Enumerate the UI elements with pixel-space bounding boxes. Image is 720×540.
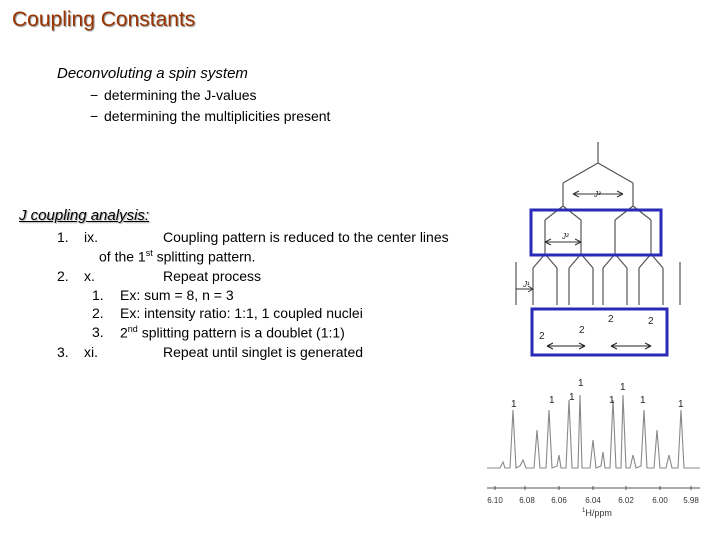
intensity-label: 2 (539, 331, 545, 342)
jcoupling-heading: J coupling analysis: (19, 207, 150, 224)
sublist-text: Ex: intensity ratio: 1:1, 1 coupled nuclei (120, 305, 363, 321)
list-number: 3. (57, 344, 69, 360)
list-number: 2. (57, 268, 69, 284)
tick-label: 6.06 (551, 496, 567, 505)
superscript: st (145, 248, 153, 258)
tick-label: 5.98 (683, 496, 699, 505)
intensity-label: 2 (648, 316, 654, 327)
tick-label: 6.04 (585, 496, 601, 505)
ppm-tick-labels (487, 496, 699, 505)
sublist-number: 1. (92, 287, 104, 303)
text-part: splitting pattern is a doublet (1:1) (137, 324, 345, 341)
text-part: 2 (120, 324, 128, 341)
intensity-label: 2 (608, 314, 614, 325)
list-text: Repeat until singlet is generated (163, 344, 364, 360)
page-title: Coupling Constants (12, 8, 196, 31)
sublist-number: 2. (92, 305, 104, 321)
highlight-box-j2 (531, 210, 661, 255)
sublist-text: Ex: sum = 8, n = 3 (120, 287, 234, 303)
intensity-label: 1 (549, 395, 555, 406)
doublet-arrows (547, 343, 651, 349)
list-number: 1. (57, 229, 69, 245)
list-text: Coupling pattern is reduced to the center lines (163, 229, 449, 245)
intensity-label: 1 (609, 395, 615, 406)
bullet-dash: − (90, 87, 99, 103)
tick-label: 6.08 (519, 496, 535, 505)
peak-intensities (511, 378, 684, 410)
intensity-label: 1 (578, 378, 584, 389)
subheading: Deconvoluting a spin system (57, 65, 248, 82)
bullet-dash: − (90, 108, 99, 124)
j2-label: J² (562, 232, 569, 241)
list-label: xi. (84, 344, 98, 360)
intensity-label: 1 (640, 395, 646, 406)
doublet-intensities (539, 314, 654, 342)
axis-label-sup: 1 (582, 508, 586, 514)
superscript: nd (127, 324, 138, 334)
tick-label: 6.00 (652, 496, 668, 505)
text-part: splitting pattern. (152, 248, 256, 265)
j1-label: J¹ (523, 280, 530, 289)
axis-label (582, 508, 612, 518)
spectrum-trace (487, 395, 700, 468)
text-part: of the 1 (99, 248, 146, 265)
ppm-axis (487, 486, 700, 490)
bullet-text: determining the multiplicities present (104, 108, 331, 124)
j3-label: J³ (594, 190, 601, 199)
tick-label: 6.10 (487, 496, 503, 505)
bullet-text: determining the J-values (104, 87, 257, 103)
intensity-label: 1 (569, 392, 575, 403)
intensity-label: 1 (678, 399, 684, 410)
sublist-number: 3. (92, 324, 104, 340)
intensity-label: 1 (620, 382, 626, 393)
intensity-label: 1 (511, 399, 517, 410)
tick-label: 6.02 (618, 496, 634, 505)
axis-label-text: H/ppm (585, 508, 612, 518)
list-label: x. (84, 268, 95, 284)
list-label: ix. (84, 229, 98, 245)
intensity-label: 2 (579, 325, 585, 336)
splitting-tree (516, 142, 680, 305)
list-text: Repeat process (163, 268, 262, 284)
